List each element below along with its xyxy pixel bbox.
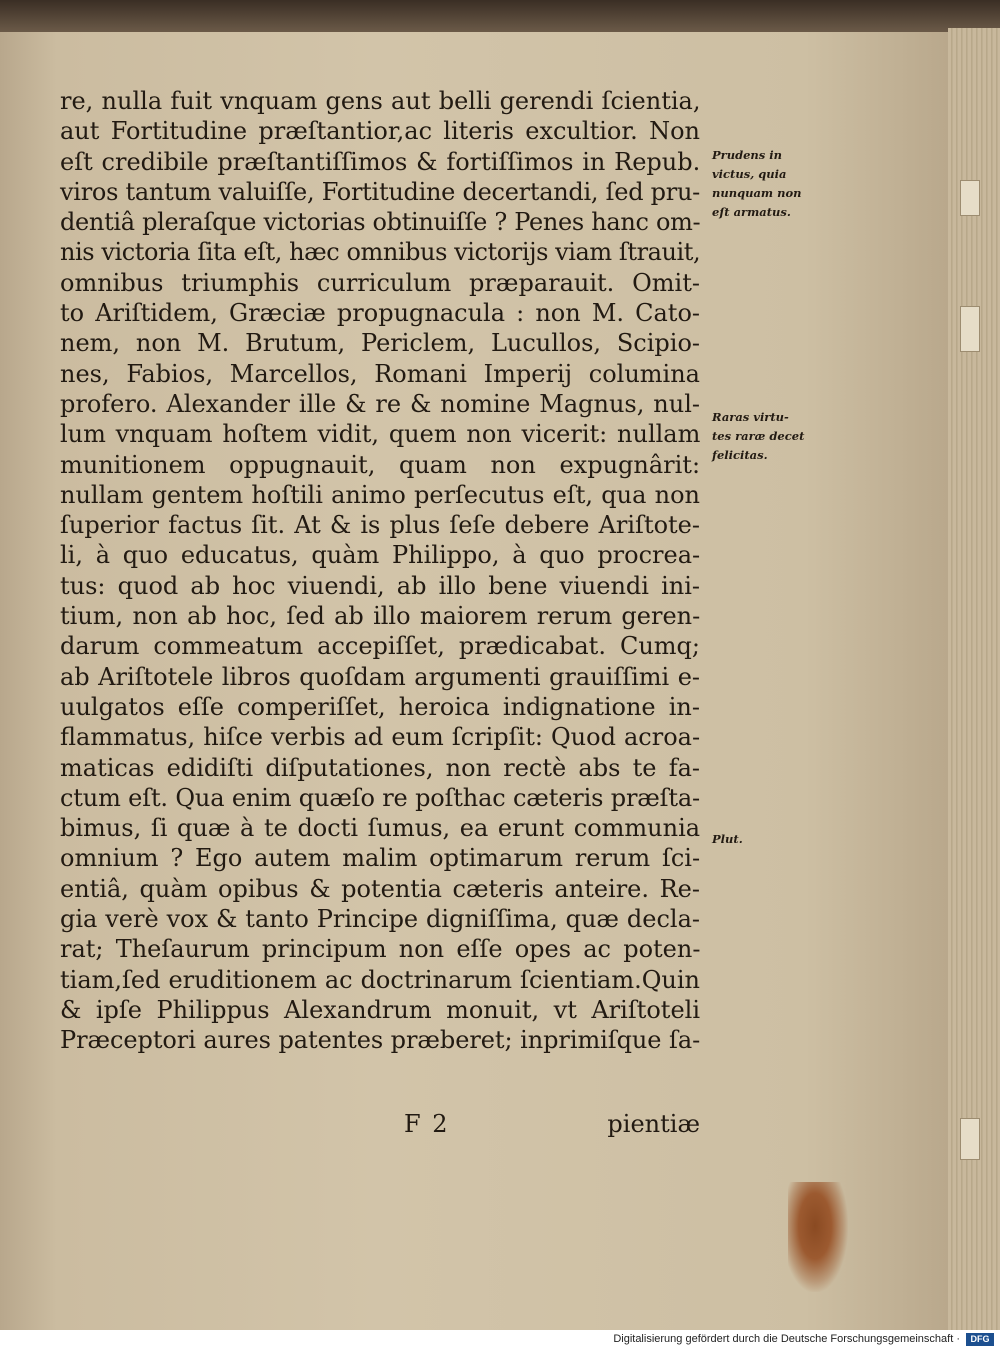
text-line: to Ariſtidem, Græciæ propugnacula : non M. Cato- [60, 299, 700, 328]
marginal-note-line: victus, quia [712, 167, 787, 181]
text-line: uulgatos eſſe comperiſſet, heroica indignatione in- [60, 692, 700, 721]
text-line: li, à quo educatus, quàm Philippo, à quo procrea- [60, 541, 701, 570]
text-line: eſt credibile præſtantiſſimos & fortiſſimos in Repub. [60, 147, 701, 176]
text-line: Præceptori aures patentes præberet; inprimiſque ſa- [60, 1026, 701, 1055]
text-line: bimus, ſi quæ à te docti ſumus, ea erunt communia [60, 814, 701, 843]
rust-stain [788, 1182, 848, 1292]
marginal-note-line: Plut. [712, 832, 743, 846]
text-line: nes, Fabios, Marcellos, Romani Imperij columina [60, 359, 700, 388]
text-line: ſuperior factus ſit. At & is plus ſeſe debere Ariſtote- [60, 511, 700, 540]
text-line: nis victoria ſita eſt, hæc omnibus victorijs viam ſtrauit, [60, 238, 701, 267]
dfg-logo: DFG [966, 1333, 994, 1346]
marginal-note-line: eſt armatus. [712, 205, 791, 219]
text-line: viros tantum valuiſſe, Fortitudine decertandi, ſed pru- [60, 177, 700, 206]
text-line: gia verè vox & tanto Principe digniſſima, quæ decla- [60, 905, 700, 934]
text-line: tium, non ab hoc, ſed ab illo maiorem rerum geren- [60, 602, 701, 631]
text-line: rat; Theſaurum principum non eſſe opes ac poten- [60, 935, 701, 964]
page-tab [960, 180, 980, 216]
page-tab [960, 306, 980, 352]
text-line: ctum eſt. Qua enim quæſo re poſthac cæteris præſta- [60, 783, 700, 812]
marginal-note-raras [712, 408, 816, 465]
text-line: tiam,ſed eruditionem ac doctrinarum ſcientiam.Quin [60, 965, 700, 994]
text-line: darum commeatum accepiſſet, prædicabat. Cumq; [60, 632, 700, 661]
text-line: munitionem oppugnauit, quam non expugnârit: [60, 450, 701, 479]
text-line: flammatus, hiſce verbis ad eum ſcripſit: Quod acroa- [60, 723, 701, 752]
text-line: dentiâ pleraſque victorias obtinuiſſe ? Penes hanc om- [60, 208, 701, 237]
text-line: tus: quod ab hoc viuendi, ab illo bene viuendi ini- [60, 571, 700, 600]
text-line: ab Ariſtotele libros quoſdam argumenti grauiſſimi e- [60, 662, 700, 691]
marginal-note-line: Prudens in [712, 148, 782, 162]
text-line: profero. Alexander ille & re & nomine Magnus, nul- [60, 389, 700, 418]
text-line: entiâ, quàm opibus & potentia cæteris anteire. Re- [60, 874, 700, 903]
marginal-note-line: nunquam non [712, 186, 802, 200]
marginal-note-line: Raras virtu- [712, 410, 789, 424]
catchword: pientiæ [607, 1110, 700, 1138]
text-line: omnium ? Ego autem malim optimarum rerum ſci- [60, 844, 701, 873]
text-line: nem, non M. Brutum, Periclem, Lucullos, Scipio- [60, 329, 700, 358]
text-line: lum vnquam hoſtem vidit, quem non vicerit: nullam [60, 420, 701, 449]
text-line: & ipſe Philippus Alexandrum monuit, vt Ariſtoteli [60, 995, 700, 1024]
signature-mark: F 2 [404, 1110, 450, 1138]
page-tab [960, 1118, 980, 1160]
marginal-note-line: tes raræ decet [712, 429, 805, 443]
body-text [60, 86, 700, 1056]
text-line: omnibus triumphis curriculum præparauit. Omit- [60, 268, 700, 297]
marginal-note-prudens [712, 146, 816, 222]
marginal-note-plut [712, 830, 816, 849]
footer-bar [0, 1330, 1000, 1351]
marginal-note-line: felicitas. [712, 448, 768, 462]
text-line: aut Fortitudine præſtantior,ac literis excultior. Non [60, 117, 700, 146]
footer-credit: Digitalisierung gefördert durch die Deutsche Forschungsgemeinschaft · [613, 1333, 960, 1345]
text-line: nullam gentem hoſtili animo perſecutus eſt, qua non [60, 480, 700, 509]
text-line: re, nulla fuit vnquam gens aut belli gerendi ſcientia, [60, 87, 701, 115]
text-line: maticas edidiſti diſputationes, non rectè abs te fa- [60, 753, 700, 782]
